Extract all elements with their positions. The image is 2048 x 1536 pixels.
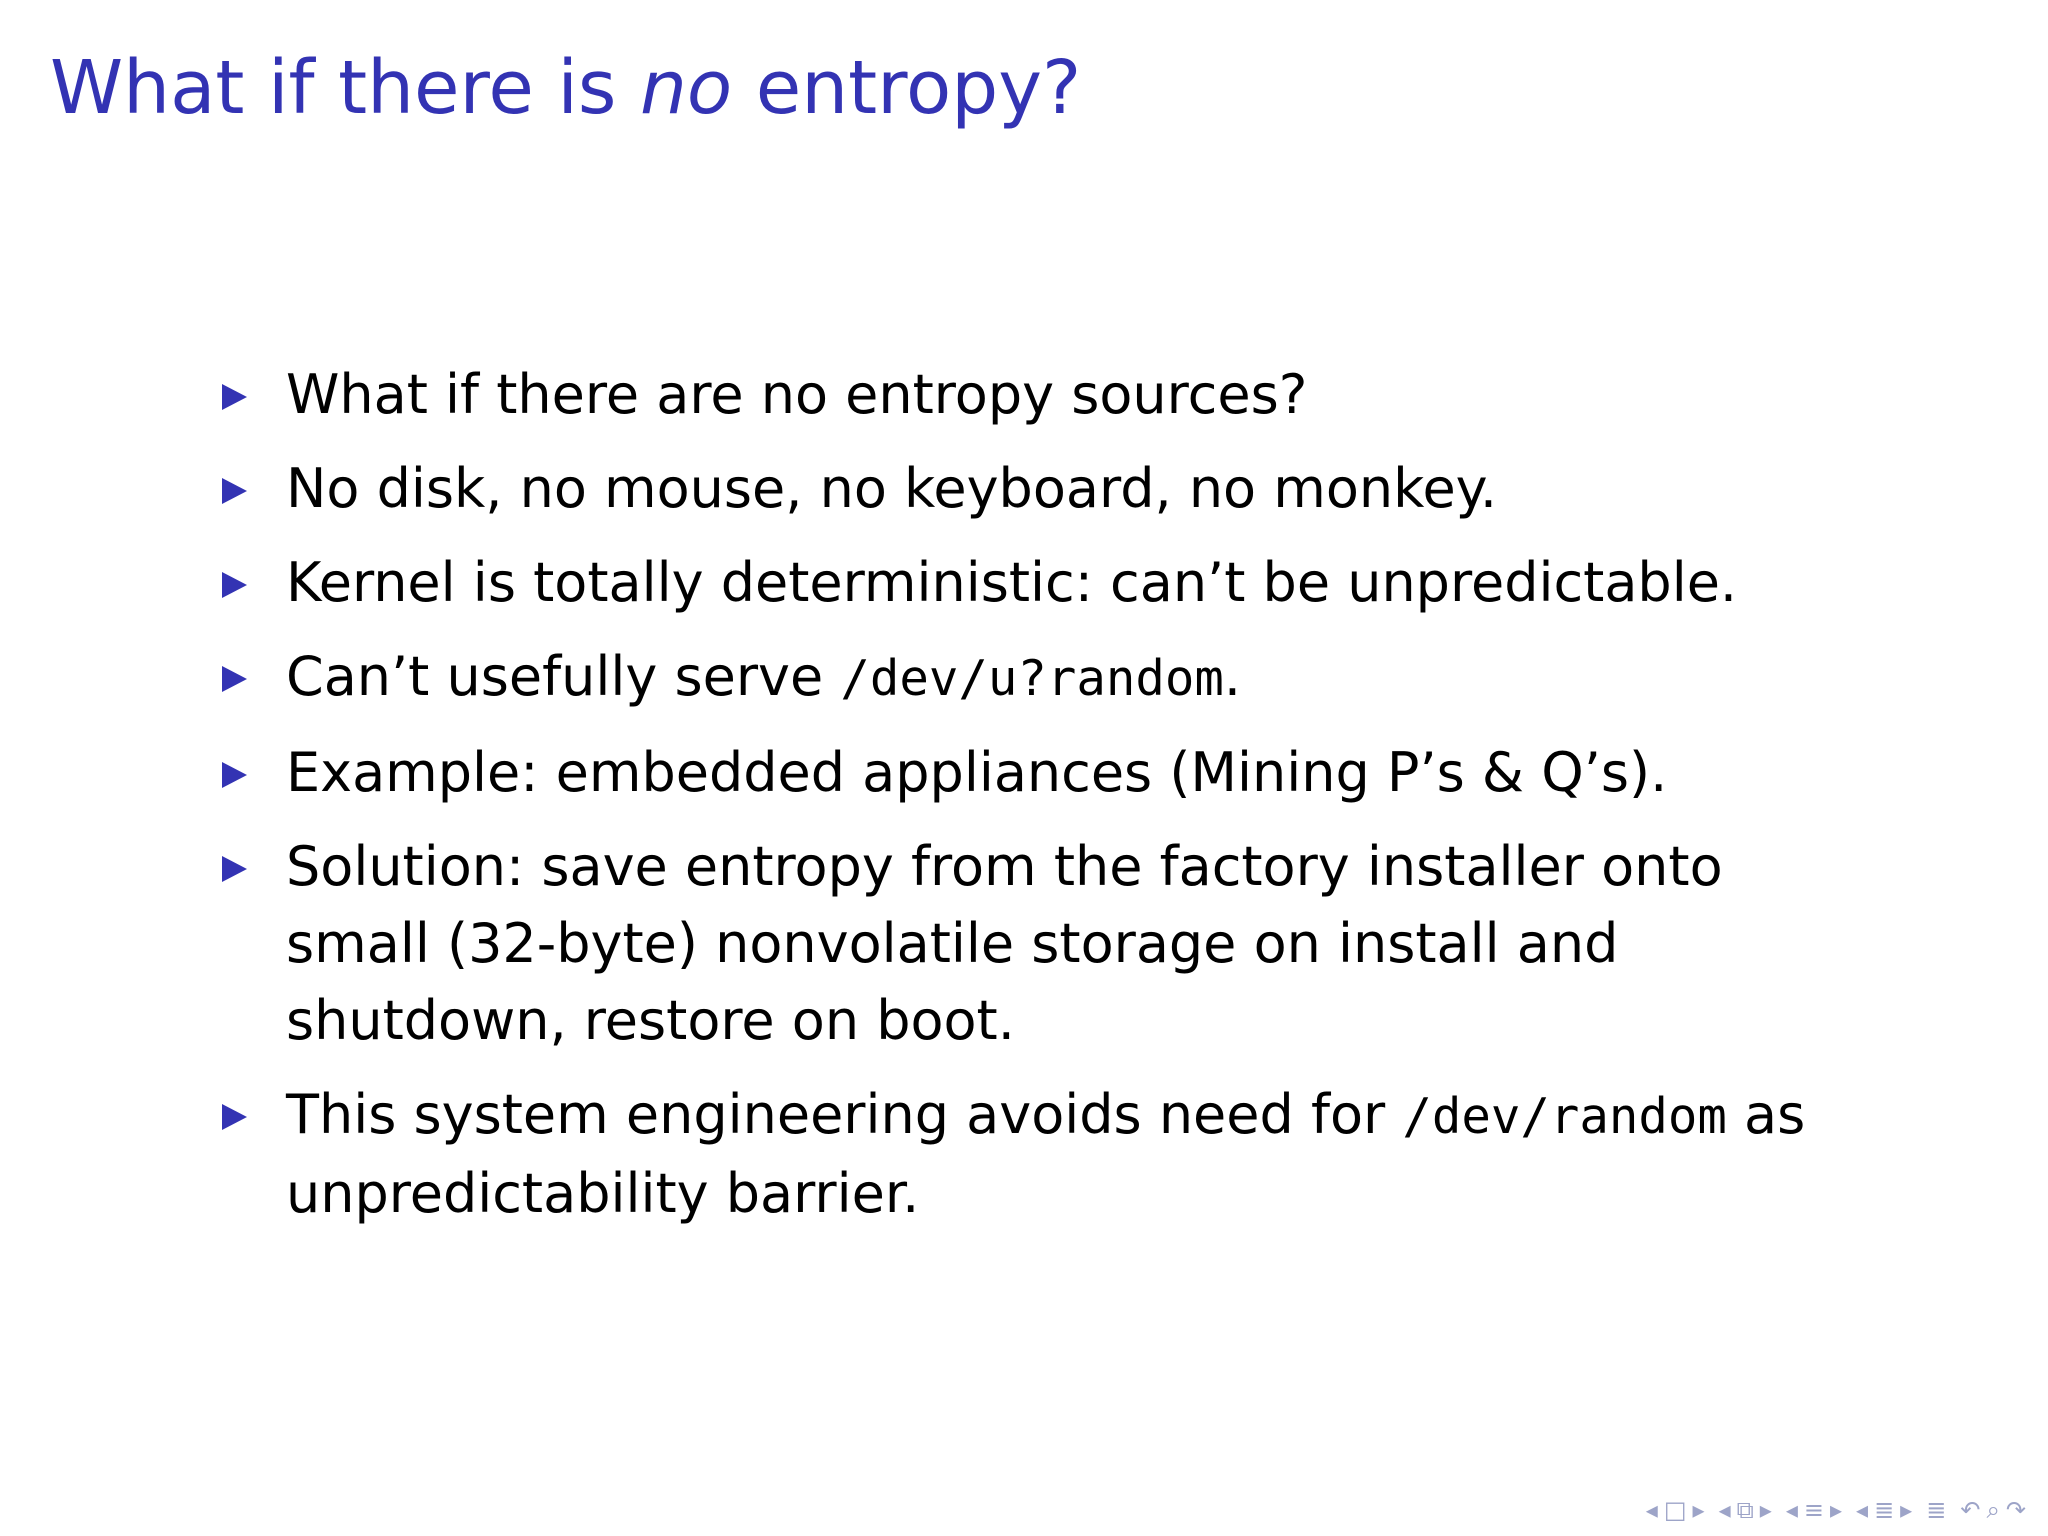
bullet-item <box>222 1076 1882 1232</box>
nav-group-align <box>1926 1496 1946 1524</box>
redo-icon[interactable]: ↷ <box>2005 1496 2026 1524</box>
nav-group-frame <box>1646 1496 1705 1524</box>
triangle-right-icon[interactable]: ▸ <box>1692 1496 1705 1524</box>
bullet-triangle-icon <box>222 856 247 882</box>
bullet-triangle-icon <box>222 478 247 504</box>
title-before: What if there is <box>50 45 641 131</box>
triangle-left-icon[interactable]: ◂ <box>1645 1496 1658 1524</box>
nav-group-document <box>1856 1496 1912 1524</box>
bullet-item <box>222 356 1882 433</box>
bullet-triangle-icon <box>222 384 247 410</box>
section-icon[interactable]: ≡ <box>1803 1496 1824 1524</box>
triangle-right-icon[interactable]: ▸ <box>1829 1496 1843 1524</box>
bullet-item <box>222 734 1882 811</box>
bullet-item <box>222 638 1882 717</box>
bullet-text: Kernel is totally deterministic: can’t be unpredictable. <box>286 551 1738 614</box>
search-icon[interactable]: ⌕ <box>1986 1496 2000 1524</box>
bullet-text: No disk, no mouse, no keyboard, no monkey. <box>286 457 1498 520</box>
triangle-right-icon[interactable]: ▸ <box>1900 1496 1913 1524</box>
undo-icon[interactable]: ↶ <box>1960 1496 1981 1524</box>
bullet-text: Example: embedded appliances (Mining P’s & Q’s). <box>286 741 1668 804</box>
triangle-left-icon[interactable]: ◂ <box>1856 1496 1869 1524</box>
triangle-left-icon[interactable]: ◂ <box>1718 1496 1731 1524</box>
triangle-right-icon[interactable]: ▸ <box>1759 1496 1772 1524</box>
bullet-triangle-icon <box>222 572 247 598</box>
bullet-triangle-icon <box>222 1104 247 1130</box>
subsection-icon[interactable]: ⧉ <box>1736 1496 1754 1524</box>
slide-title <box>50 45 1082 131</box>
bullet-text-post: . <box>1223 645 1242 708</box>
bullet-text-pre: This system engineering avoids need for <box>286 1083 1403 1146</box>
nav-group-section <box>1786 1496 1842 1524</box>
bullet-triangle-icon <box>222 666 247 692</box>
beamer-navigation-bar <box>1646 1496 2026 1524</box>
bullet-text: Solution: save entropy from the factory installer onto small (32-byte) nonvolatile storage on install and shutdown, restore on boot. <box>286 835 1723 1052</box>
bullet-triangle-icon <box>222 762 247 788</box>
align-icon[interactable]: ≣ <box>1926 1496 1947 1524</box>
nav-group-tools <box>1960 1496 2026 1524</box>
bullet-item <box>222 828 1882 1059</box>
bullet-list <box>222 356 1882 1249</box>
triangle-left-icon[interactable]: ◂ <box>1785 1496 1798 1524</box>
bullet-text-pre: Can’t usefully serve <box>286 645 841 708</box>
title-after: entropy? <box>732 45 1082 131</box>
code-dev-random: /dev/random <box>1402 1088 1727 1145</box>
code-dev-u-random: /dev/u?random <box>840 650 1224 707</box>
bullet-item <box>222 544 1882 621</box>
align-icon[interactable]: ≣ <box>1874 1496 1895 1524</box>
title-emphasis: no <box>640 45 733 131</box>
bullet-text-post: as unpredictability barrier. <box>286 1083 1806 1225</box>
nav-group-subsection <box>1719 1496 1772 1524</box>
bullet-text: What if there are no entropy sources? <box>286 363 1308 426</box>
bullet-item <box>222 450 1882 527</box>
frame-icon[interactable]: □ <box>1663 1496 1687 1524</box>
